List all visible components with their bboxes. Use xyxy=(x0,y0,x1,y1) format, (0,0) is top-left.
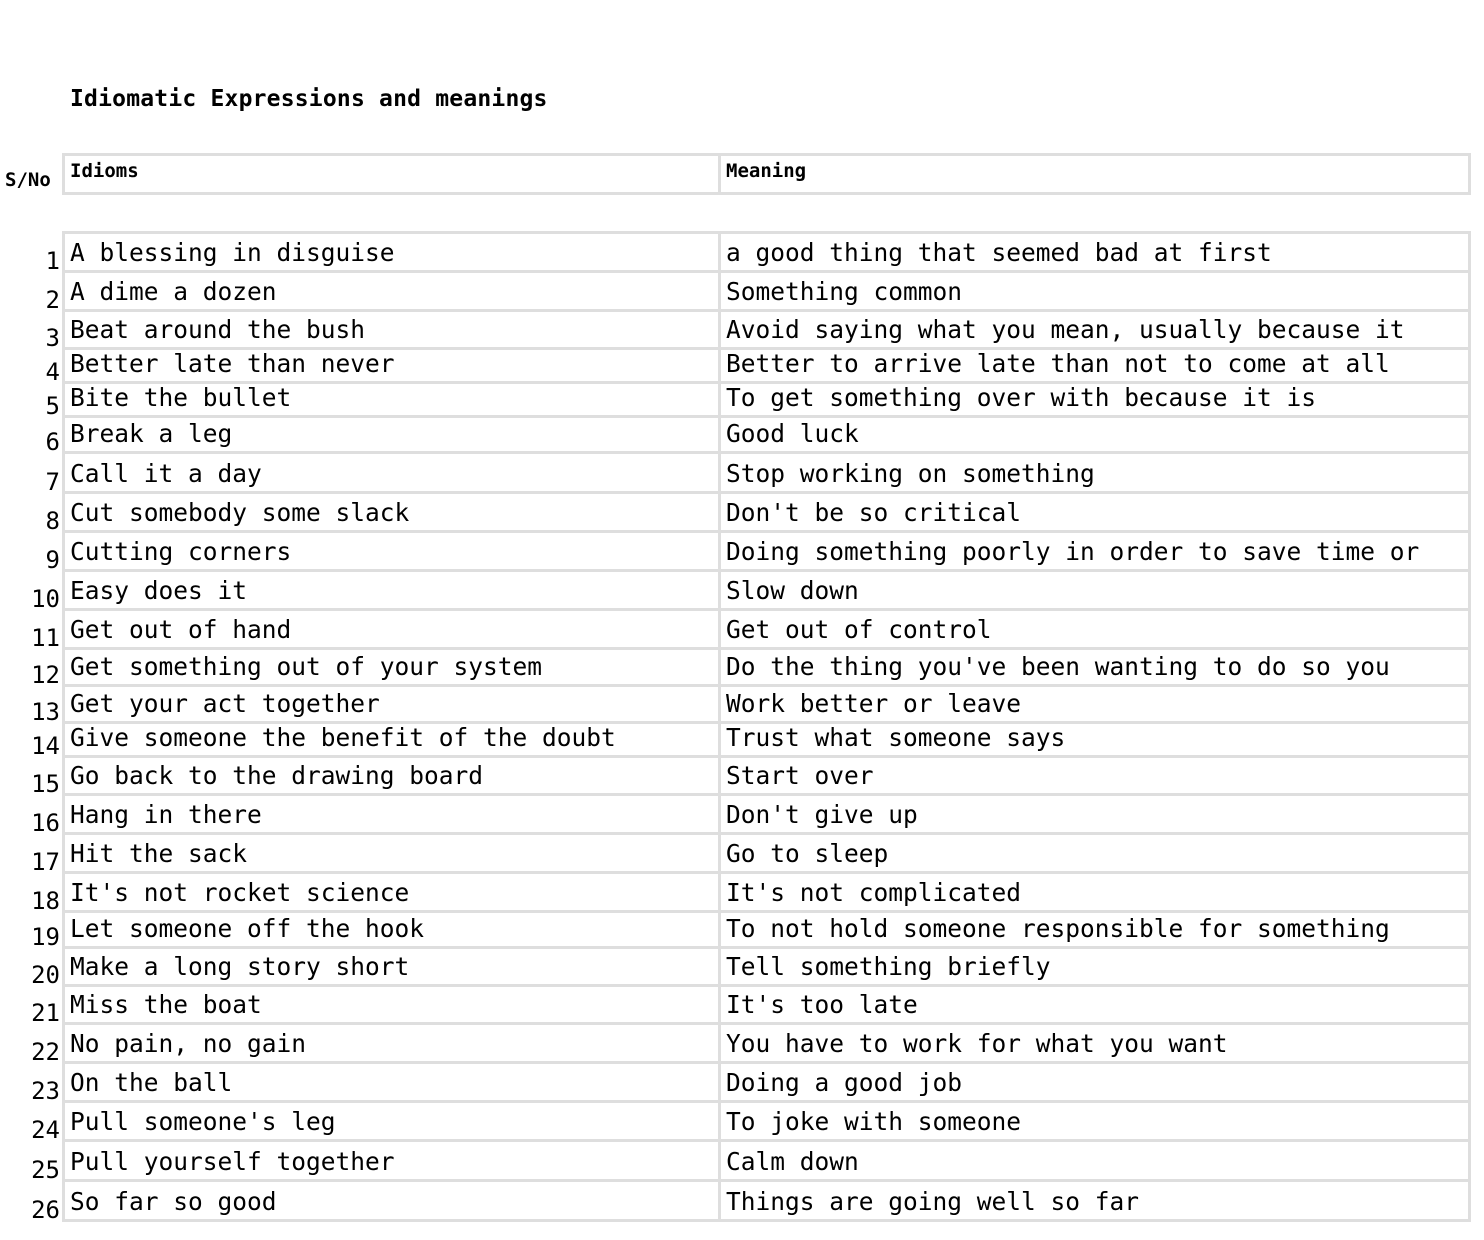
meaning-cell: Better to arrive late than not to come at all xyxy=(718,347,1471,384)
idiom-cell: Pull someone's leg xyxy=(62,1100,721,1142)
row-number: 19 xyxy=(31,923,60,951)
meaning-cell: Doing something poorly in order to save time or xyxy=(718,530,1471,572)
idiom-cell: Easy does it xyxy=(62,569,721,611)
table-row xyxy=(31,755,1471,798)
table-row xyxy=(45,530,1471,574)
meaning-cell: Avoid saying what you mean, usually because it xyxy=(718,309,1471,350)
table-row xyxy=(45,451,1471,496)
idiom-cell: A blessing in disguise xyxy=(62,231,721,273)
idiom-cell: Call it a day xyxy=(62,451,721,494)
meaning-cell: It's not complicated xyxy=(718,871,1471,913)
row-number: 12 xyxy=(31,661,60,689)
row-number: 2 xyxy=(45,286,60,314)
table-row xyxy=(31,647,1471,689)
meaning-cell: Tell something briefly xyxy=(718,946,1471,987)
row-number: 5 xyxy=(45,392,60,420)
table-row xyxy=(31,1179,1471,1224)
table-row xyxy=(45,415,1471,456)
meaning-cell: Don't give up xyxy=(718,793,1471,835)
row-number: 10 xyxy=(31,585,60,613)
row-number: 26 xyxy=(31,1196,60,1224)
sno-column-header: S/No xyxy=(5,169,51,191)
table-row xyxy=(31,832,1471,876)
row-number: 20 xyxy=(31,961,60,989)
page-title: Idiomatic Expressions and meanings xyxy=(70,86,548,112)
table-row xyxy=(31,946,1471,989)
row-number: 7 xyxy=(45,468,60,496)
row-number: 23 xyxy=(31,1077,60,1105)
table-row xyxy=(45,309,1471,352)
row-number: 22 xyxy=(31,1038,60,1066)
idiom-cell: Beat around the bush xyxy=(62,309,721,350)
meaning-cell: To get something over with because it is xyxy=(718,381,1471,418)
meaning-cell: Slow down xyxy=(718,569,1471,611)
idiom-cell: It's not rocket science xyxy=(62,871,721,913)
table-row xyxy=(31,910,1471,951)
idioms-column-header: Idioms xyxy=(62,153,721,195)
table-row xyxy=(45,381,1471,420)
table-header-row xyxy=(62,153,1471,195)
row-number: 15 xyxy=(31,770,60,798)
idiom-cell: Hang in there xyxy=(62,793,721,835)
idiom-cell: Get out of hand xyxy=(62,608,721,650)
idiom-cell: Get something out of your system xyxy=(62,647,721,687)
row-number: 18 xyxy=(31,887,60,915)
idiom-cell: Let someone off the hook xyxy=(62,910,721,949)
meaning-cell: Do the thing you've been wanting to do so you xyxy=(718,647,1471,687)
meaning-cell: Don't be so critical xyxy=(718,491,1471,533)
meaning-cell: Good luck xyxy=(718,415,1471,454)
table-row xyxy=(31,793,1471,837)
idiom-cell: Break a leg xyxy=(62,415,721,454)
row-number: 25 xyxy=(31,1156,60,1184)
meaning-cell: Work better or leave xyxy=(718,684,1471,724)
row-number: 9 xyxy=(45,546,60,574)
row-number: 4 xyxy=(45,358,60,386)
idiom-cell: So far so good xyxy=(62,1179,721,1222)
row-number: 3 xyxy=(45,324,60,352)
table-row xyxy=(31,684,1471,726)
meaning-cell: Stop working on something xyxy=(718,451,1471,494)
meaning-cell: Things are going well so far xyxy=(718,1179,1471,1222)
row-number: 1 xyxy=(45,247,60,275)
idiom-cell: Better late than never xyxy=(62,347,721,384)
idiom-cell: Cut somebody some slack xyxy=(62,491,721,533)
idiom-cell: Cutting corners xyxy=(62,530,721,572)
meaning-cell: To not hold someone responsible for something xyxy=(718,910,1471,949)
meaning-cell: To joke with someone xyxy=(718,1100,1471,1142)
table-row xyxy=(31,871,1471,915)
idiom-cell: Go back to the drawing board xyxy=(62,755,721,796)
row-number: 16 xyxy=(31,809,60,837)
row-number: 13 xyxy=(31,698,60,726)
idiom-cell: Bite the bullet xyxy=(62,381,721,418)
table-row xyxy=(31,1061,1471,1105)
meaning-cell: It's too late xyxy=(718,984,1471,1025)
meaning-cell: Go to sleep xyxy=(718,832,1471,874)
idiom-cell: A dime a dozen xyxy=(62,270,721,312)
row-number: 14 xyxy=(31,732,60,760)
table-row xyxy=(45,491,1471,535)
idiom-cell: Make a long story short xyxy=(62,946,721,987)
table-row xyxy=(31,608,1471,652)
idiom-cell: Miss the boat xyxy=(62,984,721,1025)
table-row xyxy=(31,721,1471,760)
row-number: 17 xyxy=(31,848,60,876)
table-row xyxy=(31,1139,1471,1184)
idiom-cell: Get your act together xyxy=(62,684,721,724)
meaning-column-header: Meaning xyxy=(718,153,1471,195)
meaning-cell: Something common xyxy=(718,270,1471,312)
table-row xyxy=(45,270,1471,314)
idiom-cell: On the ball xyxy=(62,1061,721,1103)
meaning-cell: a good thing that seemed bad at first xyxy=(718,231,1471,273)
meaning-cell: You have to work for what you want xyxy=(718,1022,1471,1064)
meaning-cell: Calm down xyxy=(718,1139,1471,1182)
meaning-cell: Trust what someone says xyxy=(718,721,1471,758)
table-row xyxy=(31,984,1471,1027)
table-row xyxy=(45,347,1471,386)
row-number: 21 xyxy=(31,999,60,1027)
table-row xyxy=(31,1022,1471,1066)
meaning-cell: Start over xyxy=(718,755,1471,796)
table-row xyxy=(45,231,1471,275)
row-number: 6 xyxy=(45,428,60,456)
idiom-cell: No pain, no gain xyxy=(62,1022,721,1064)
table-row xyxy=(31,1100,1471,1144)
meaning-cell: Doing a good job xyxy=(718,1061,1471,1103)
row-number: 11 xyxy=(31,624,60,652)
idiom-cell: Pull yourself together xyxy=(62,1139,721,1182)
table-row xyxy=(31,569,1471,613)
row-number: 24 xyxy=(31,1116,60,1144)
idiom-cell: Give someone the benefit of the doubt xyxy=(62,721,721,758)
row-number: 8 xyxy=(45,507,60,535)
meaning-cell: Get out of control xyxy=(718,608,1471,650)
idiom-cell: Hit the sack xyxy=(62,832,721,874)
